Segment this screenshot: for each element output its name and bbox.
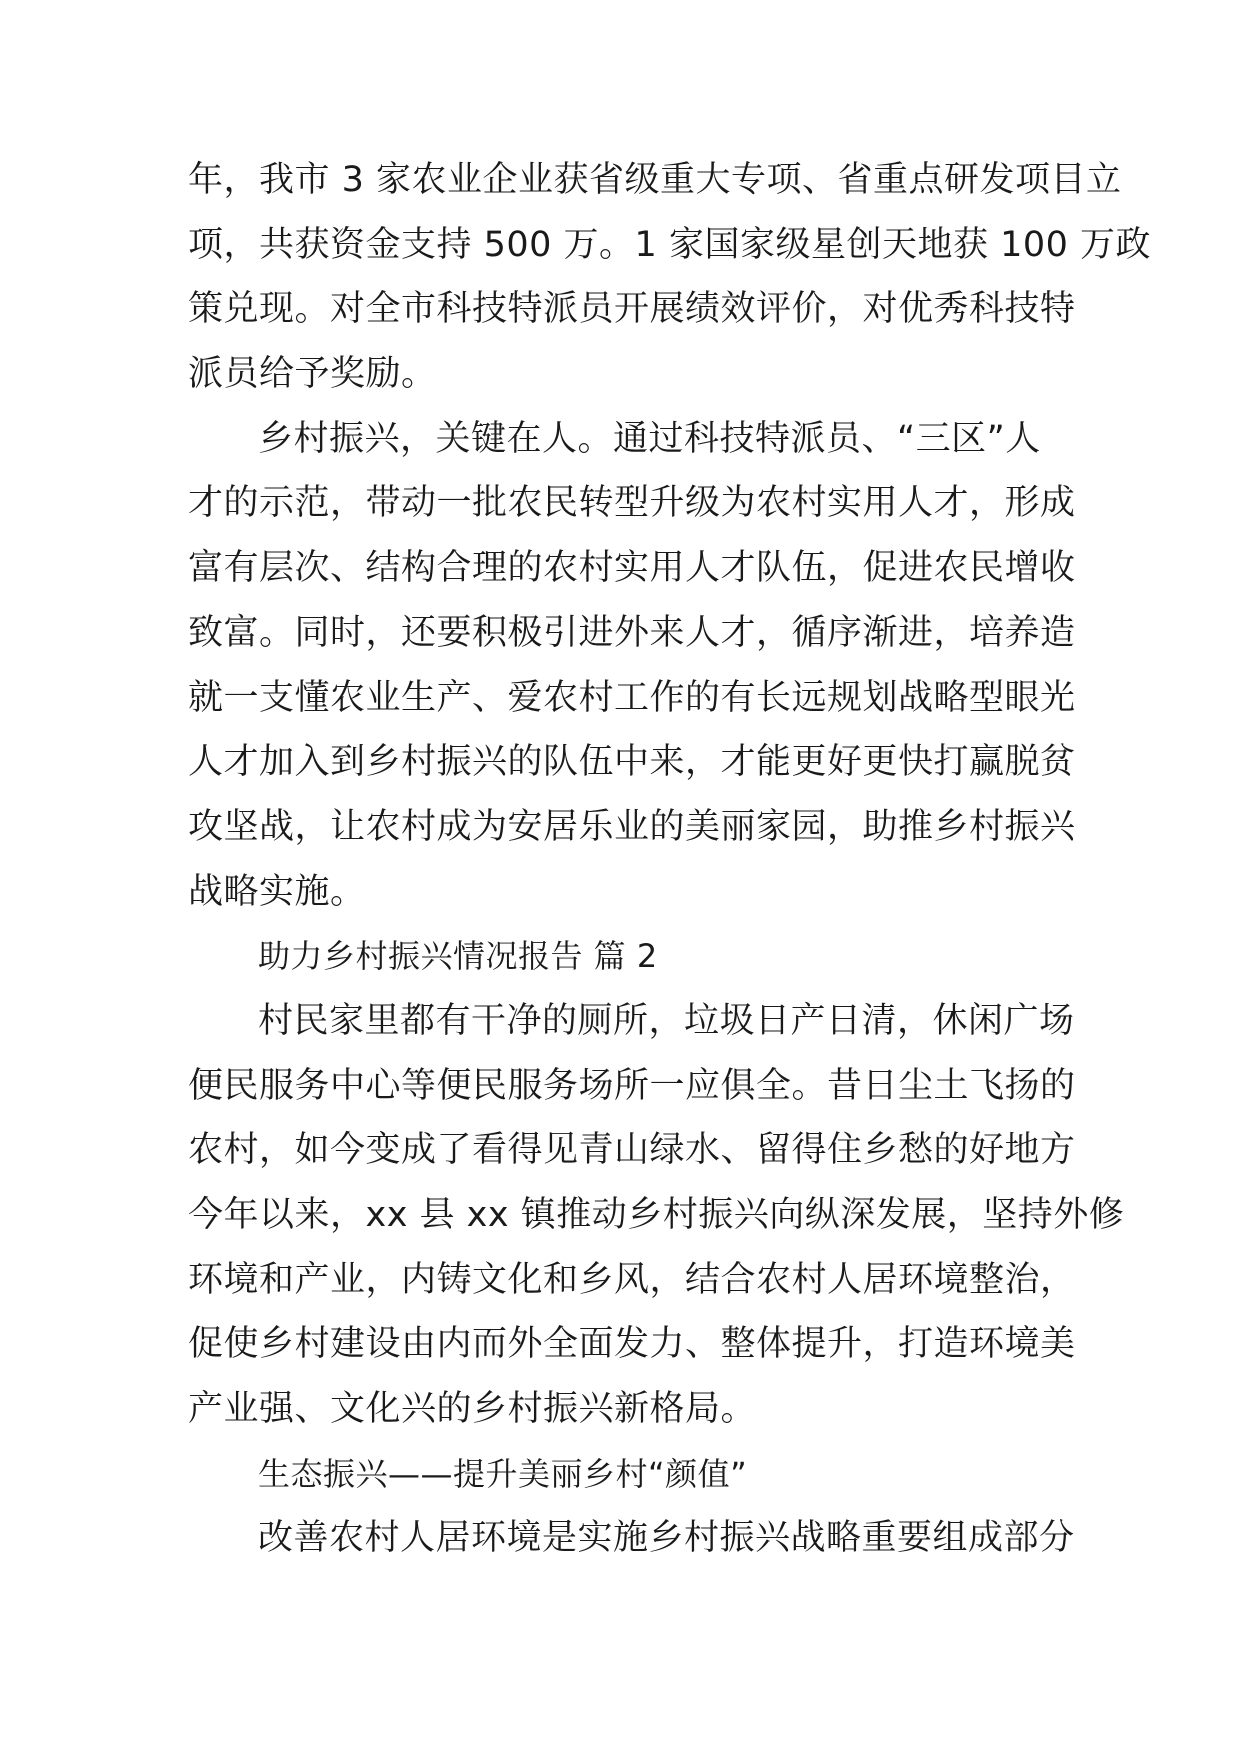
paragraph-first-line: 改善农村人居环境是实施乡村振兴战略重要组成部分	[258, 1518, 1075, 1559]
paragraph-first-line: 村民家里都有干净的厕所，垃圾日产日清，休闲广场	[258, 1000, 1075, 1041]
text-line: 战略实施。	[188, 871, 366, 912]
section-heading: 助力乡村振兴情况报告 篇 2	[258, 937, 658, 976]
text-line: 产业强、文化兴的乡村振兴新格局。	[188, 1389, 757, 1430]
text-line: 项，共获资金支持 500 万。1 家国家级星创天地获 100 万政	[188, 224, 1152, 265]
text-line: 策兑现。对全市科技特派员开展绩效评价，对优秀科技特	[188, 289, 1076, 330]
text-line: 致富。同时，还要积极引进外来人才，循序渐进，培养造	[188, 612, 1076, 653]
text-line: 富有层次、结构合理的农村实用人才队伍，促进农民增收	[188, 548, 1076, 589]
paragraph-first-line: 乡村振兴，关键在人。通过科技特派员、“三区”人	[258, 418, 1041, 459]
document-body	[188, 148, 1152, 1571]
text-line: 派员给予奖励。	[188, 354, 437, 395]
section-heading: 生态振兴——提升美丽乡村“颜值”	[258, 1454, 748, 1493]
text-line: 农村，如今变成了看得见青山绿水、留得住乡愁的好地方	[188, 1130, 1076, 1171]
text-line: 环境和产业，内铸文化和乡风，结合农村人居环境整治，	[188, 1259, 1076, 1300]
text-line: 就一支懂农业生产、爱农村工作的有长远规划战略型眼光	[188, 677, 1076, 718]
text-line: 攻坚战，让农村成为安居乐业的美丽家园，助推乡村振兴	[188, 806, 1076, 847]
text-line: 便民服务中心等便民服务场所一应俱全。昔日尘土飞扬的	[188, 1065, 1076, 1106]
text-line: 才的示范，带动一批农民转型升级为农村实用人才，形成	[188, 483, 1076, 524]
text-line: 今年以来，xx 县 xx 镇推动乡村振兴向纵深发展，坚持外修	[188, 1195, 1125, 1235]
text-line: 促使乡村建设由内而外全面发力、整体提升，打造环境美	[188, 1324, 1076, 1365]
text-line: 年，我市 3 家农业企业获省级重大专项、省重点研发项目立	[188, 160, 1122, 200]
text-line: 人才加入到乡村振兴的队伍中来，才能更好更快打赢脱贫	[188, 742, 1076, 783]
